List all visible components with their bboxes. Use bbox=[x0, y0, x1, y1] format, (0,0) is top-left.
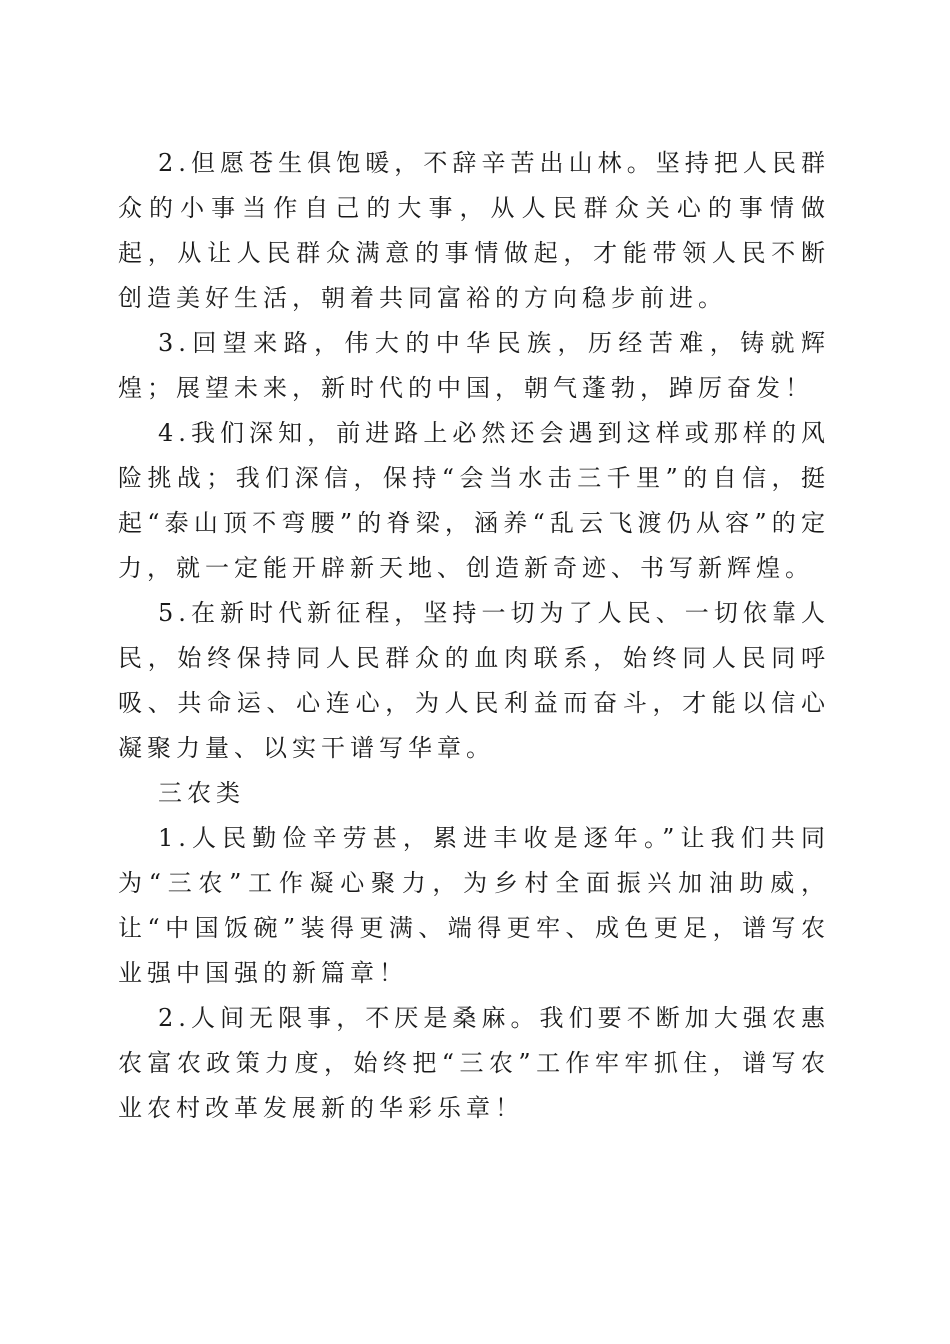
document-body bbox=[118, 141, 830, 1131]
paragraph-4: 4.我们深知，前进路上必然还会遇到这样或那样的风险挑战；我们深信，保持“会当水击三千里”的自信，挺起“泰山顶不弯腰”的脊梁，涵养“乱云飞渡仍从容”的定力，就一定能开辟新天地、创造新奇迹、书写新辉煌。 bbox=[118, 419, 830, 582]
section-heading: 三农类 bbox=[158, 779, 245, 807]
paragraph-2: 2.但愿苍生俱饱暖，不辞辛苦出山林。坚持把人民群众的小事当作自己的大事，从人民群众关心的事情做起，从让人民群众满意的事情做起，才能带领人民不断创造美好生活，朝着共同富裕的方向稳步前进。 bbox=[118, 149, 830, 312]
section-paragraph-2: 2.人间无限事，不厌是桑麻。我们要不断加大强农惠农富农政策力度，始终把“三农”工作牢牢抓住，谱写农业农村改革发展新的华彩乐章！ bbox=[118, 1004, 830, 1122]
section-paragraph-1: 1.人民勤俭辛劳甚，累进丰收是逐年。”让我们共同为“三农”工作凝心聚力，为乡村全面振兴加油助威，让“中国饭碗”装得更满、端得更牢、成色更足，谱写农业强中国强的新篇章！ bbox=[118, 824, 830, 987]
paragraph-5: 5.在新时代新征程，坚持一切为了人民、一切依靠人民，始终保持同人民群众的血肉联系，始终同人民同呼吸、共命运、心连心，为人民利益而奋斗，才能以信心凝聚力量、以实干谱写华章。 bbox=[118, 599, 830, 762]
paragraph-3: 3.回望来路，伟大的中华民族，历经苦难，铸就辉煌；展望未来，新时代的中国，朝气蓬勃，踔厉奋发！ bbox=[118, 329, 830, 402]
